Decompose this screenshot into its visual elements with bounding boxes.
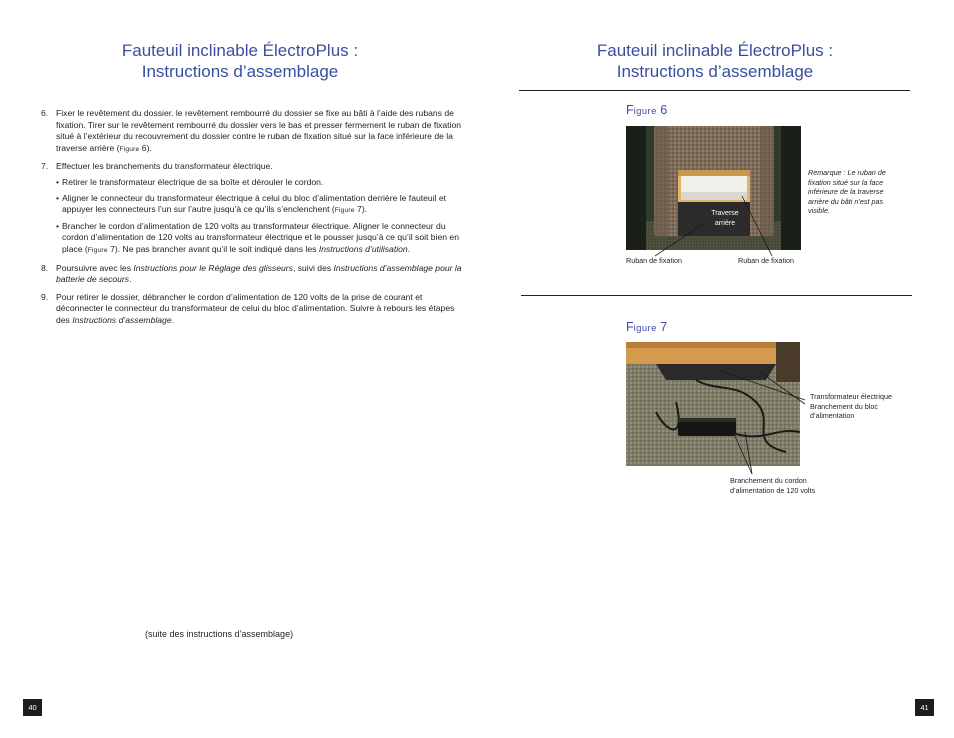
bullet-dot: • — [56, 220, 60, 231]
power-cord-line1: Branchement du cordon — [730, 476, 807, 485]
step-9-italic: Instructions d’assemblage — [72, 314, 172, 325]
figure-7-label — [626, 320, 667, 334]
step-9-number: 9. — [41, 291, 49, 302]
step-7 — [41, 161, 469, 256]
ruban-label-right: Ruban de fixation — [738, 256, 794, 265]
bullet-2-text-end: 7). — [354, 204, 368, 215]
left-title-line2: Instructions d’assemblage — [141, 62, 339, 81]
transformer-illustration — [626, 342, 800, 466]
power-cord-label — [730, 476, 840, 495]
traverse-line2: arrière — [714, 219, 736, 227]
transformer-line2: Branchement du bloc d’alimentation — [810, 401, 878, 421]
traverse-line1: Traverse — [711, 210, 739, 217]
continued-note: (suite des instructions d’assemblage) — [145, 629, 294, 639]
step-7-text: Effectuer les branchements du transformateur électrique. — [56, 161, 273, 172]
figure-6-word: igure — [633, 106, 657, 117]
ruban-label-left: Ruban de fixation — [626, 256, 682, 265]
figure-7-word: igure — [633, 323, 657, 334]
page-number-left: 40 — [23, 699, 42, 716]
step-6-text-end: 6). — [139, 142, 152, 153]
step-6 — [41, 108, 469, 155]
divider-top — [519, 90, 910, 91]
step-6-number: 6. — [41, 108, 49, 118]
step-9 — [41, 292, 469, 327]
step-6-figure-ref: Figure — [119, 145, 140, 153]
transformer-label — [810, 392, 910, 421]
figure-6-initial: F — [626, 103, 634, 117]
bullet-3-text-end: . — [407, 243, 411, 254]
bullet-1-text: Retirer le transformateur électrique de sa boîte et dérouler le cordon. — [62, 176, 324, 187]
bullet-dot: • — [56, 192, 60, 203]
left-page-title — [60, 40, 420, 82]
figure-6-remark: Remarque : Le ruban de fixation situé sur la face inférieure de la traverse arrière du bâti n’est pas visible. — [808, 168, 886, 216]
step-8-text: Poursuivre avec les — [56, 262, 134, 273]
step-7-bullet-2 — [56, 193, 469, 217]
chair-back-illustration — [626, 126, 801, 250]
figure-7-photo — [626, 342, 800, 466]
figure-6-number: 6 — [656, 103, 668, 117]
power-cord-line2: d’alimentation de 120 volts — [730, 485, 816, 495]
bullet-dot: • — [56, 176, 60, 187]
step-8-text-end: . — [129, 274, 132, 285]
bullet-3-text: Brancher le cordon d’alimentation de 120 volts au transformateur électrique. Aligner le connecteur du cordon d’alimentation de 120 volts au transformateur électrique et le pousser jusqu’à ce qu’il soit bien en place ( — [62, 220, 459, 254]
transformer-line1: Transformateur électrique — [810, 392, 893, 401]
divider-middle — [521, 295, 912, 296]
bullet-3-text-mid: 7). Ne pas brancher avant qu’il le soit indiqué dans les — [107, 243, 319, 254]
right-title-line1: Fauteuil inclinable ÉlectroPlus : — [596, 41, 834, 60]
step-7-bullet-3 — [56, 221, 469, 257]
traverse-label — [707, 209, 743, 228]
bullet-3-italic: Instructions d’utilisation — [318, 243, 408, 254]
step-8-number: 8. — [41, 262, 49, 273]
step-8 — [41, 263, 469, 286]
step-6-text: Fixer le revêtement du dossier. le revêtement rembourré du dossier se fixe au bâti à l’aide des rubans de fixation. Tirer sur le revêtement rembourré du dossier vers le bas et presser fermement le ruban de fixation situé à l’extérieur du recouvrement du dossier contre le ruban de fixation situé sur la face inférieure de la traverse arrière ( — [56, 108, 462, 153]
bullet-2-figure-ref: Figure — [334, 207, 355, 215]
figure-7-initial: F — [626, 320, 634, 334]
step-8-italic-2: Instructions d’assemblage pour la batterie de secours — [56, 262, 462, 285]
step-8-text-mid: , suivi des — [292, 262, 334, 273]
step-9-text: Pour retirer le dossier, débrancher le cordon d’alimentation de 120 volts de la prise de courant et déconnecter le connecteur du transformateur de celui du bloc d’alimentation. Suivre à rebours les étapes des — [56, 291, 455, 325]
step-8-italic-1: Instructions pour le Réglage des glisseurs — [133, 262, 293, 273]
figure-6-photo — [626, 126, 801, 250]
assembly-steps — [41, 108, 469, 333]
step-7-number: 7. — [41, 161, 49, 172]
left-title-line1: Fauteuil inclinable ÉlectroPlus : — [121, 41, 359, 60]
step-7-bullet-1 — [56, 177, 469, 189]
bullet-3-figure-ref: Figure — [87, 246, 108, 254]
right-title-line2: Instructions d’assemblage — [616, 62, 814, 81]
figure-6-label — [626, 103, 667, 117]
page-number-right: 41 — [915, 699, 934, 716]
figure-7-number: 7 — [656, 320, 668, 334]
bullet-2-text: Aligner le connecteur du transformateur électrique à celui du bloc d’alimentation derrière le fauteuil et appuyer les connecteurs l’un sur l’autre jusqu’à ce qu’ils s’enclenchent ( — [62, 192, 447, 215]
step-9-text-end: . — [171, 314, 174, 325]
right-page-title — [535, 40, 895, 82]
